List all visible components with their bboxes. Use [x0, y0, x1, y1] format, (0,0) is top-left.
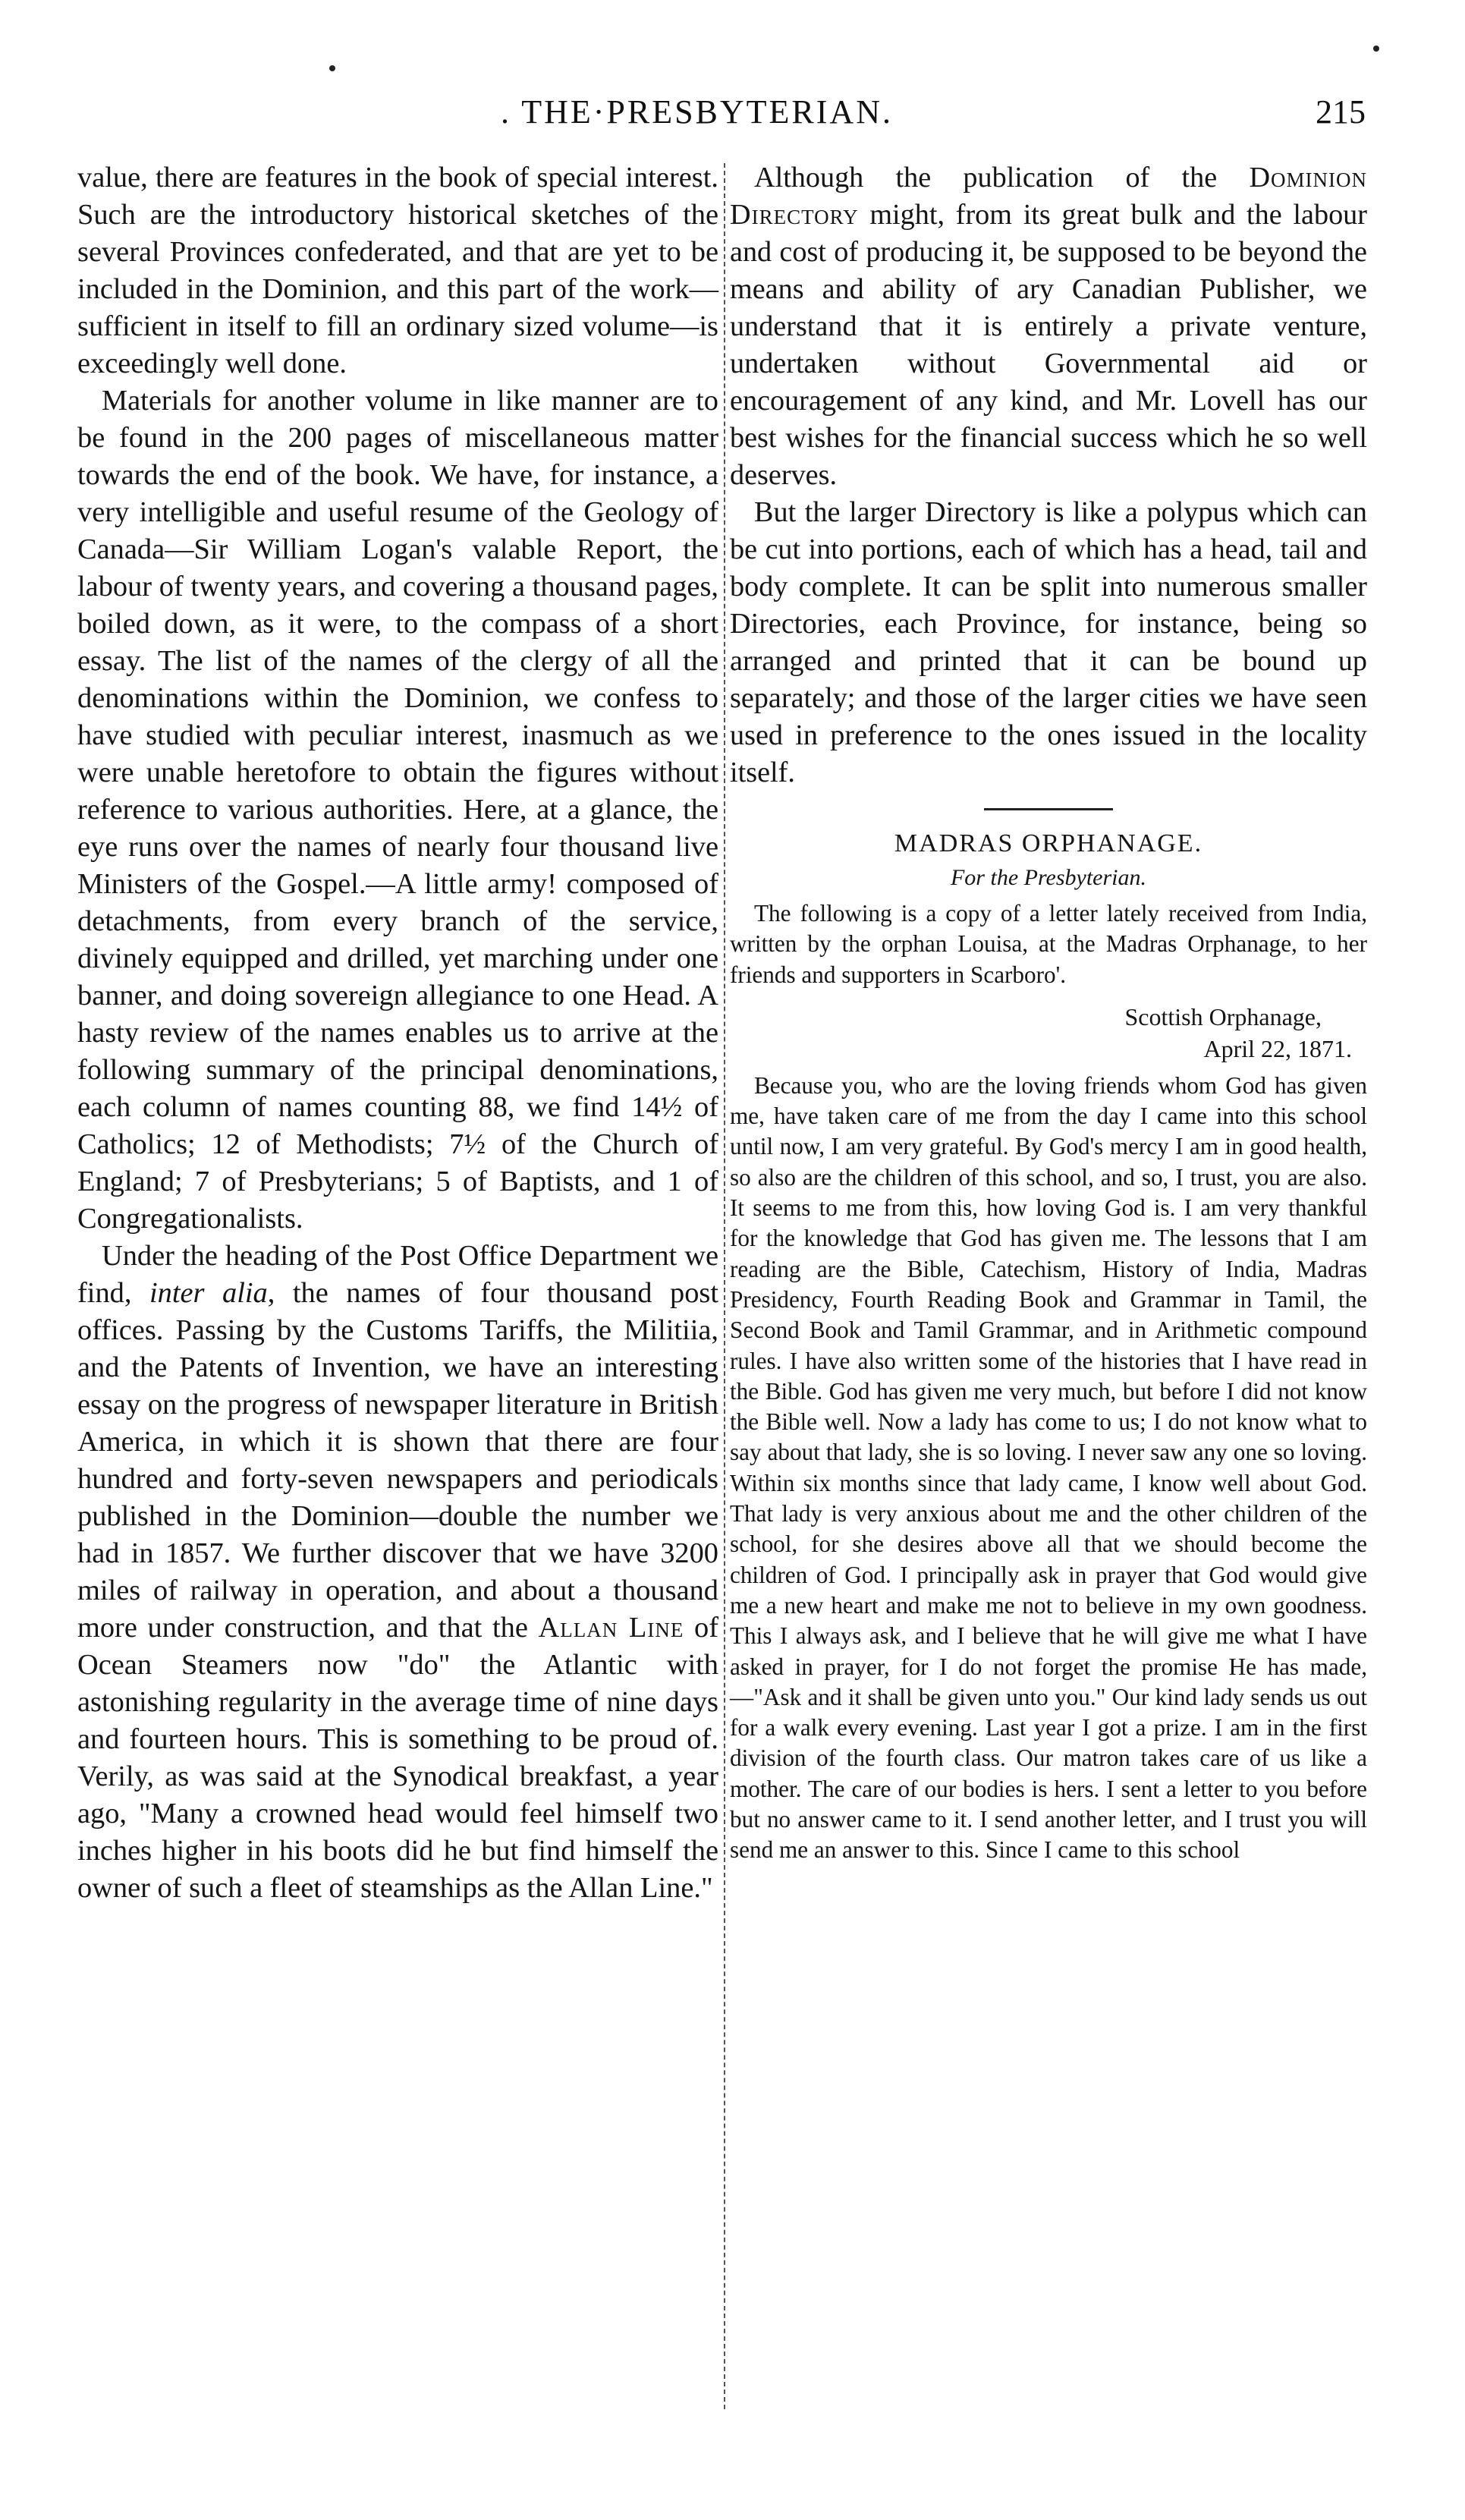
right-p1-text-a: Although the publication of the	[754, 162, 1250, 193]
letter-article	[730, 898, 1367, 1866]
print-speck	[1373, 46, 1379, 52]
print-speck	[329, 65, 335, 71]
running-head	[0, 90, 1465, 143]
letter-intro: The following is a copy of a letter lately received from India, written by the orphan Louisa, at the Madras Orphanage, to her friends and supporters in Scarboro'.	[730, 900, 1367, 988]
right-p1-text-b: might, from its great bulk and the labour and cost of producing it, be supposed to be beyond the means and ability of ary Canadian Publisher, we understand that it is entirely a private venture, undertaken without Governmental aid or encouragement of any kind, and Mr. Lovell has our best wishes for the financial success which he so well deserves.	[730, 199, 1367, 491]
letter-body: Because you, who are the loving friends whom God has given me, have taken care of me from the day I came into this school until now, I am very grateful. By God's mercy I am in good health, so also are the children of this school, and so, I trust, you are also. It seems to me from this, how loving God is. I am very thankful for the knowledge that God has given me. The lessons that I am reading are the Bible, Catechism, History of India, Madras Presidency, Fourth Reading Book and Grammar in Tamil, the Second Book and Tamil Grammar, and in Arithmetic compound rules. I have also written some of the histories that I have read in the Bible. God has given me very much, but before I did not know the Bible well. Now a lady has come to us; I do not know what to say about that lady, she is so loving. I never saw any one so loving. Within six months since that lady came, I know well about God. That lady is very anxious about me and the other children of the school, for she desires above all that we should become the children of God. I principally ask in prayer that God would give me a new heart and make me not to believe in my own goodness. This I always ask, and I believe that he will give me what I have asked in prayer, for I do not forget the promise He has made,—"Ask and it shall be given unto you." Our kind lady sends us out for a walk every evening. Last year I got a prize. I am in the first division of the fourth class. Our matron takes care of us like a mother. The care of our bodies is hers. I sent a letter to you before but no answer came to it. I send another letter, and I trust you will send me an answer to this. Since I came to this school	[730, 1071, 1367, 1864]
right-column	[730, 159, 1367, 1866]
section-subtitle: For the Presbyterian.	[950, 865, 1146, 890]
letter-date: April 22, 1871.	[1203, 1034, 1352, 1062]
section-divider	[984, 808, 1113, 810]
running-title: . THE·PRESBYTERIAN.	[501, 93, 893, 131]
section-title: MADRAS ORPHANAGE.	[894, 829, 1203, 857]
left-p3-italic: inter alia	[149, 1277, 268, 1309]
right-paragraph-2: But the larger Directory is like a polypus which can be cut into portions, each of which has a head, tail and body complete. It can be split into numerous smaller Directories, each Province, for instance, being so arranged and printed that it can be bound up separately; and those of the larger cities we have seen used in preference to the ones issued in the locality itself.	[730, 496, 1367, 788]
left-p3-text-c: of Ocean Steamers now "do" the Atlantic with astonishing regularity in the average time of nine days and fourteen hours. This is something to be proud of. Verily, as was said at the Synodical breakfast, a year ago, "Many a crowned head would feel himself two inches higher in his boots did he but find himself the owner of such a fleet of steamships as the Allan Line."	[77, 1612, 719, 1904]
left-paragraph-2: Materials for another volume in like manner are to be found in the 200 pages of miscellaneous matter towards the end of the book. We have, for instance, a very intelligible and useful resume of the Geology of Canada—Sir William Logan's valable Report, the labour of twenty years, and covering a thousand pages, boiled down, as it were, to the compass of a short essay. The list of the names of the clergy of all the denominations within the Dominion, we confess to have studied with peculiar interest, inasmuch as we were unable heretofore to obtain the figures without reference to various authorities. Here, at a glance, the eye runs over the names of nearly four thousand live Ministers of the Gospel.—A little army! composed of detachments, from every branch of the service, divinely equipped and drilled, yet marching under one banner, and doing sovereign allegiance to one Head. A hasty review of the names enables us to arrive at the following summary of the principal denominations, each column of names counting 88, we find 14½ of Catholics; 12 of Methodists; 7½ of the Church of England; 7 of Presbyterians; 5 of Baptists, and 1 of Congregationalists.	[77, 385, 718, 1235]
left-paragraph-1: value, there are features in the book of special interest. Such are the introductory historical sketches of the several Provinces confederated, and that are yet to be included in the Dominion, and this part of the work—sufficient in itself to fill an ordinary sized volume—is exceedingly well done.	[77, 162, 718, 379]
left-p3-text-a: Under the heading of the Post Office Department we find,	[77, 1240, 718, 1309]
left-p3-text-b: , the names of four thousand post offices. Passing by the Customs Tariffs, the Militiia, and the Patents of Invention, we have an interesting essay on the progress of newspaper literature in British America, in which it is shown that there are four hundred and forty-seven newspapers and periodicals published in the Dominion—double the number we had in 1857. We further discover that we have 3200 miles of railway in operation, and about a thousand more under construction, and that the	[77, 1277, 718, 1644]
letter-place: Scottish Orphanage,	[1124, 1002, 1322, 1030]
directory-article	[730, 159, 1367, 791]
right-paragraph-1	[730, 159, 1367, 494]
column-divider	[724, 163, 725, 2409]
left-column	[77, 159, 718, 1907]
left-paragraph-3	[77, 1238, 718, 1907]
page-number: 215	[1316, 93, 1366, 131]
left-p3-caps: Allan Line	[538, 1612, 684, 1644]
right-p1-caps: Dominion Directory	[730, 162, 1367, 231]
